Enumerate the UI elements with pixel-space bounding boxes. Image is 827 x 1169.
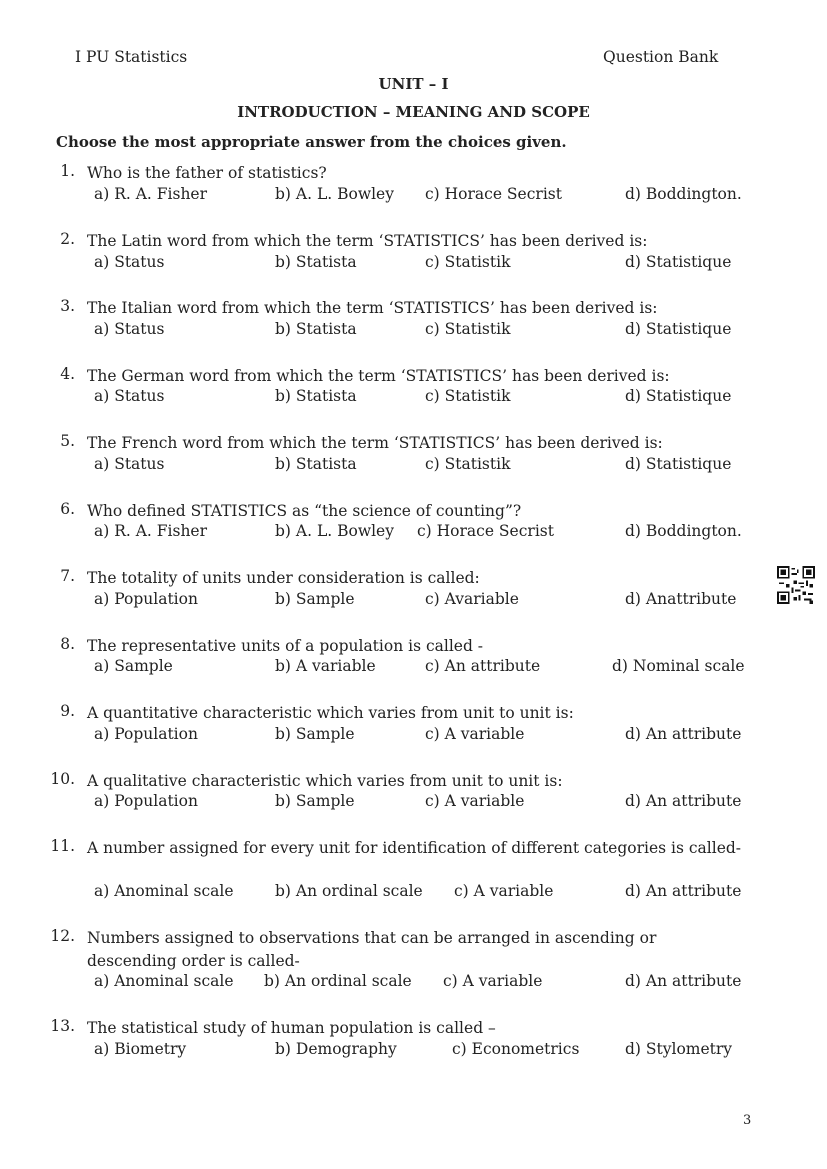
option-c: c) A variable (443, 972, 543, 990)
question-number: 10. (50, 770, 75, 788)
option-b: b) An ordinal scale (275, 882, 423, 900)
question-number: 12. (50, 927, 75, 945)
option-c: c) Horace Secrist (425, 185, 562, 203)
question-number: 11. (50, 837, 75, 855)
question-text: Numbers assigned to observations that can be arranged in ascending or descending order is called- (87, 929, 657, 970)
question-text: The representative units of a population is called - (87, 637, 484, 655)
option-c: c) Econometrics (452, 1040, 580, 1058)
question-text: The Latin word from which the term ‘STATISTICS’ has been derived is: (87, 232, 648, 250)
question-text: Who defined STATISTICS as “the science of counting”? (87, 502, 522, 520)
option-a: a) Sample (94, 657, 173, 675)
option-b: b) Statista (275, 455, 357, 473)
option-c: c) A variable (425, 725, 525, 743)
question-number: 3. (60, 297, 75, 315)
option-c: c) An attribute (425, 657, 541, 675)
question-text: Who is the father of statistics? (87, 164, 327, 182)
option-a: a) Anominal scale (94, 972, 234, 990)
option-c: c) Statistik (425, 253, 511, 271)
option-d: d) Nominal scale (612, 657, 745, 675)
option-b: b) Statista (275, 387, 357, 405)
question-number: 4. (60, 365, 75, 383)
option-b: b) Sample (275, 725, 355, 743)
option-b: b) Demography (275, 1040, 397, 1058)
option-b: b) A. L. Bowley (275, 185, 394, 203)
option-a: a) R. A. Fisher (94, 522, 208, 540)
question-number: 7. (60, 567, 75, 585)
question-number: 8. (60, 635, 75, 653)
question-number: 1. (60, 162, 75, 180)
option-c: c) Statistik (425, 320, 511, 338)
instructions: Choose the most appropriate answer from the choices given. (56, 133, 567, 151)
chapter-title: INTRODUCTION – MEANING AND SCOPE (237, 103, 590, 121)
option-a: a) Status (94, 253, 165, 271)
option-b: b) A. L. Bowley (275, 522, 394, 540)
question-text: The Italian word from which the term ‘STATISTICS’ has been derived is: (87, 299, 658, 317)
option-b: b) Statista (275, 320, 357, 338)
option-c: c) A variable (454, 882, 554, 900)
option-b: b) Sample (275, 590, 355, 608)
option-a: a) Status (94, 387, 165, 405)
question-number: 2. (60, 230, 75, 248)
option-a: a) Population (94, 590, 198, 608)
question-number: 6. (60, 500, 75, 518)
option-c: c) Statistik (425, 455, 511, 473)
option-c: c) Avariable (425, 590, 519, 608)
option-a: a) Anominal scale (94, 882, 234, 900)
option-d: d) Stylometry (625, 1040, 733, 1058)
page-number: 3 (743, 1113, 752, 1128)
option-d: d) An attribute (625, 792, 742, 810)
option-b: b) Sample (275, 792, 355, 810)
question-text: The German word from which the term ‘STATISTICS’ has been derived is: (87, 367, 670, 385)
option-c: c) A variable (425, 792, 525, 810)
question-text: A qualitative characteristic which varies from unit to unit is: (87, 772, 563, 790)
option-d: d) An attribute (625, 725, 742, 743)
option-a: a) Biometry (94, 1040, 187, 1058)
option-d: d) Statistique (625, 253, 732, 271)
option-d: d) Boddington. (625, 185, 742, 203)
option-a: a) Status (94, 455, 165, 473)
option-d: d) Statistique (625, 320, 732, 338)
header-doc-type: Question Bank (603, 48, 719, 66)
qr-code-icon (777, 566, 815, 604)
option-d: d) Statistique (625, 455, 732, 473)
option-c: c) Statistik (425, 387, 511, 405)
option-d: d) Statistique (625, 387, 732, 405)
option-a: a) Population (94, 792, 198, 810)
question-text: A number assigned for every unit for identification of different categories is called- (87, 839, 742, 857)
option-b: b) Statista (275, 253, 357, 271)
option-a: a) Status (94, 320, 165, 338)
question-text: The totality of units under consideration is called: (87, 569, 480, 587)
unit-heading: UNIT – I (378, 75, 449, 93)
question-text: The French word from which the term ‘STATISTICS’ has been derived is: (87, 434, 663, 452)
question-number: 13. (50, 1017, 75, 1035)
option-a: a) R. A. Fisher (94, 185, 208, 203)
option-b: b) An ordinal scale (264, 972, 412, 990)
option-d: d) Anattribute (625, 590, 737, 608)
question-number: 5. (60, 432, 75, 450)
option-d: d) Boddington. (625, 522, 742, 540)
option-d: d) An attribute (625, 972, 742, 990)
question-number: 9. (60, 702, 75, 720)
option-b: b) A variable (275, 657, 376, 675)
option-c: c) Horace Secrist (417, 522, 554, 540)
header-subject: I PU Statistics (75, 48, 188, 66)
question-text: A quantitative characteristic which varies from unit to unit is: (87, 704, 574, 722)
option-d: d) An attribute (625, 882, 742, 900)
option-a: a) Population (94, 725, 198, 743)
question-text: The statistical study of human population is called – (87, 1019, 496, 1037)
